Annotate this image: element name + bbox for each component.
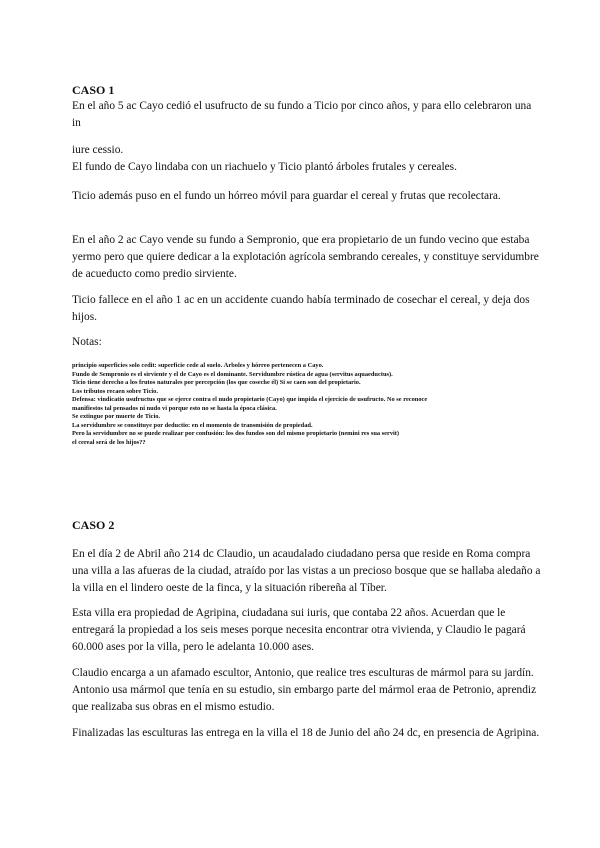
note-line: principio superficies solo cedit: superficie cede al suelo. Árboles y hórreo pertenecen a Cayo. xyxy=(72,362,324,369)
caso1-paragraph-2: Ticio además puso en el fundo un hórreo móvil para guardar el cereal y frutas que recolectara. xyxy=(72,190,501,202)
caso1-paragraph-4: Ticio fallece en el año 1 ac en un accidente cuando había terminado de cosechar el cereal, y deja dos hijos. xyxy=(72,294,530,323)
note-line: La servidumbre se constituye por deductio: en el momento de transmisión de propiedad. xyxy=(72,421,313,429)
note-line: Se extingue por muerte de Ticio. xyxy=(72,413,161,420)
notes-label: Notas: xyxy=(72,336,102,348)
caso2-paragraph-4: Finalizadas las esculturas las entrega en la villa el 18 de Junio del año 24 dc, en presencia de Agripina. xyxy=(72,727,540,739)
note-line: Fundo de Sempronio es el sirviente y el de Cayo es el dominante. Servidumbre rústica de agua (servitus aquaeductus). xyxy=(72,370,393,378)
note-line: Los tributos recaen sobre Ticio. xyxy=(72,387,158,395)
caso1-paragraph-1a: En el año 5 ac Cayo cedió el usufructo de su fundo a Ticio por cinco años, y para ello celebraron una in xyxy=(72,100,532,129)
caso1-paragraph-1b: iure cessio. xyxy=(72,144,124,156)
note-line: Ticio tiene derecho a los frutos naturales por percepción (los que coseche él) Si se caen son del propietario. xyxy=(72,379,361,386)
caso2-heading: CASO 2 xyxy=(72,518,115,532)
caso1-paragraph-1c: El fundo de Cayo lindaba con un riachuelo y Ticio plantó árboles frutales y cereales. xyxy=(72,161,457,173)
notes-list xyxy=(72,362,542,447)
caso2-paragraph-1: En el día 2 de Abril año 214 dc Claudio, un acaudalado ciudadano persa que reside en Roma compra una villa a las afueras de la ciudad, atraído por las vistas a un precioso bosque que se hallaba aledaño a la villa en el lindero oeste de la finca, y la situación ribereña al Tíber. xyxy=(72,548,541,594)
note-line: el cereal será de los hijos?? xyxy=(72,438,146,446)
caso2-paragraph-3: Claudio encarga a un afamado escultor, Antonio, que realice tres esculturas de mármol para su jardín. Antonio usa mármol que tenía en su estudio, sin embargo parte del mármol eraa de Petronio, aprendiz que realizaba sus obras en el mismo estudio. xyxy=(72,667,537,713)
note-line: Defensa: vindicatio usufructus que se ejerce contra el nudo propietario (Cayo) que impida el ejercicio de usufructo. No se reconoce xyxy=(72,396,428,403)
caso2-paragraph-2: Esta villa era propiedad de Agripina, ciudadana sui iuris, que contaba 22 años. Acuerdan que le entregará la propiedad a los seis meses porque necesita encontrar otra vivienda, y Claudio le pagará 60.000 ases por la villa, pero le adelanta 10.000 ases. xyxy=(72,607,526,653)
caso1-paragraph-3: En el año 2 ac Cayo vende su fundo a Sempronio, que era propietario de un fundo vecino que estaba yermo pero que quiere dedicar a la explotación agrícola sembrando cereales, y constituye servidumbre de acueducto como predio sirviente. xyxy=(72,234,539,280)
note-line: Pero la servidumbre no se puede realizar por confusión: los dos fundos son del mismo propietario (nemini res sua servit) xyxy=(72,430,400,437)
note-line: manifiestos tal pensados ni nudo vi porque esto no se hasta la época clásica. xyxy=(72,404,277,412)
caso1-heading: CASO 1 xyxy=(72,83,115,97)
